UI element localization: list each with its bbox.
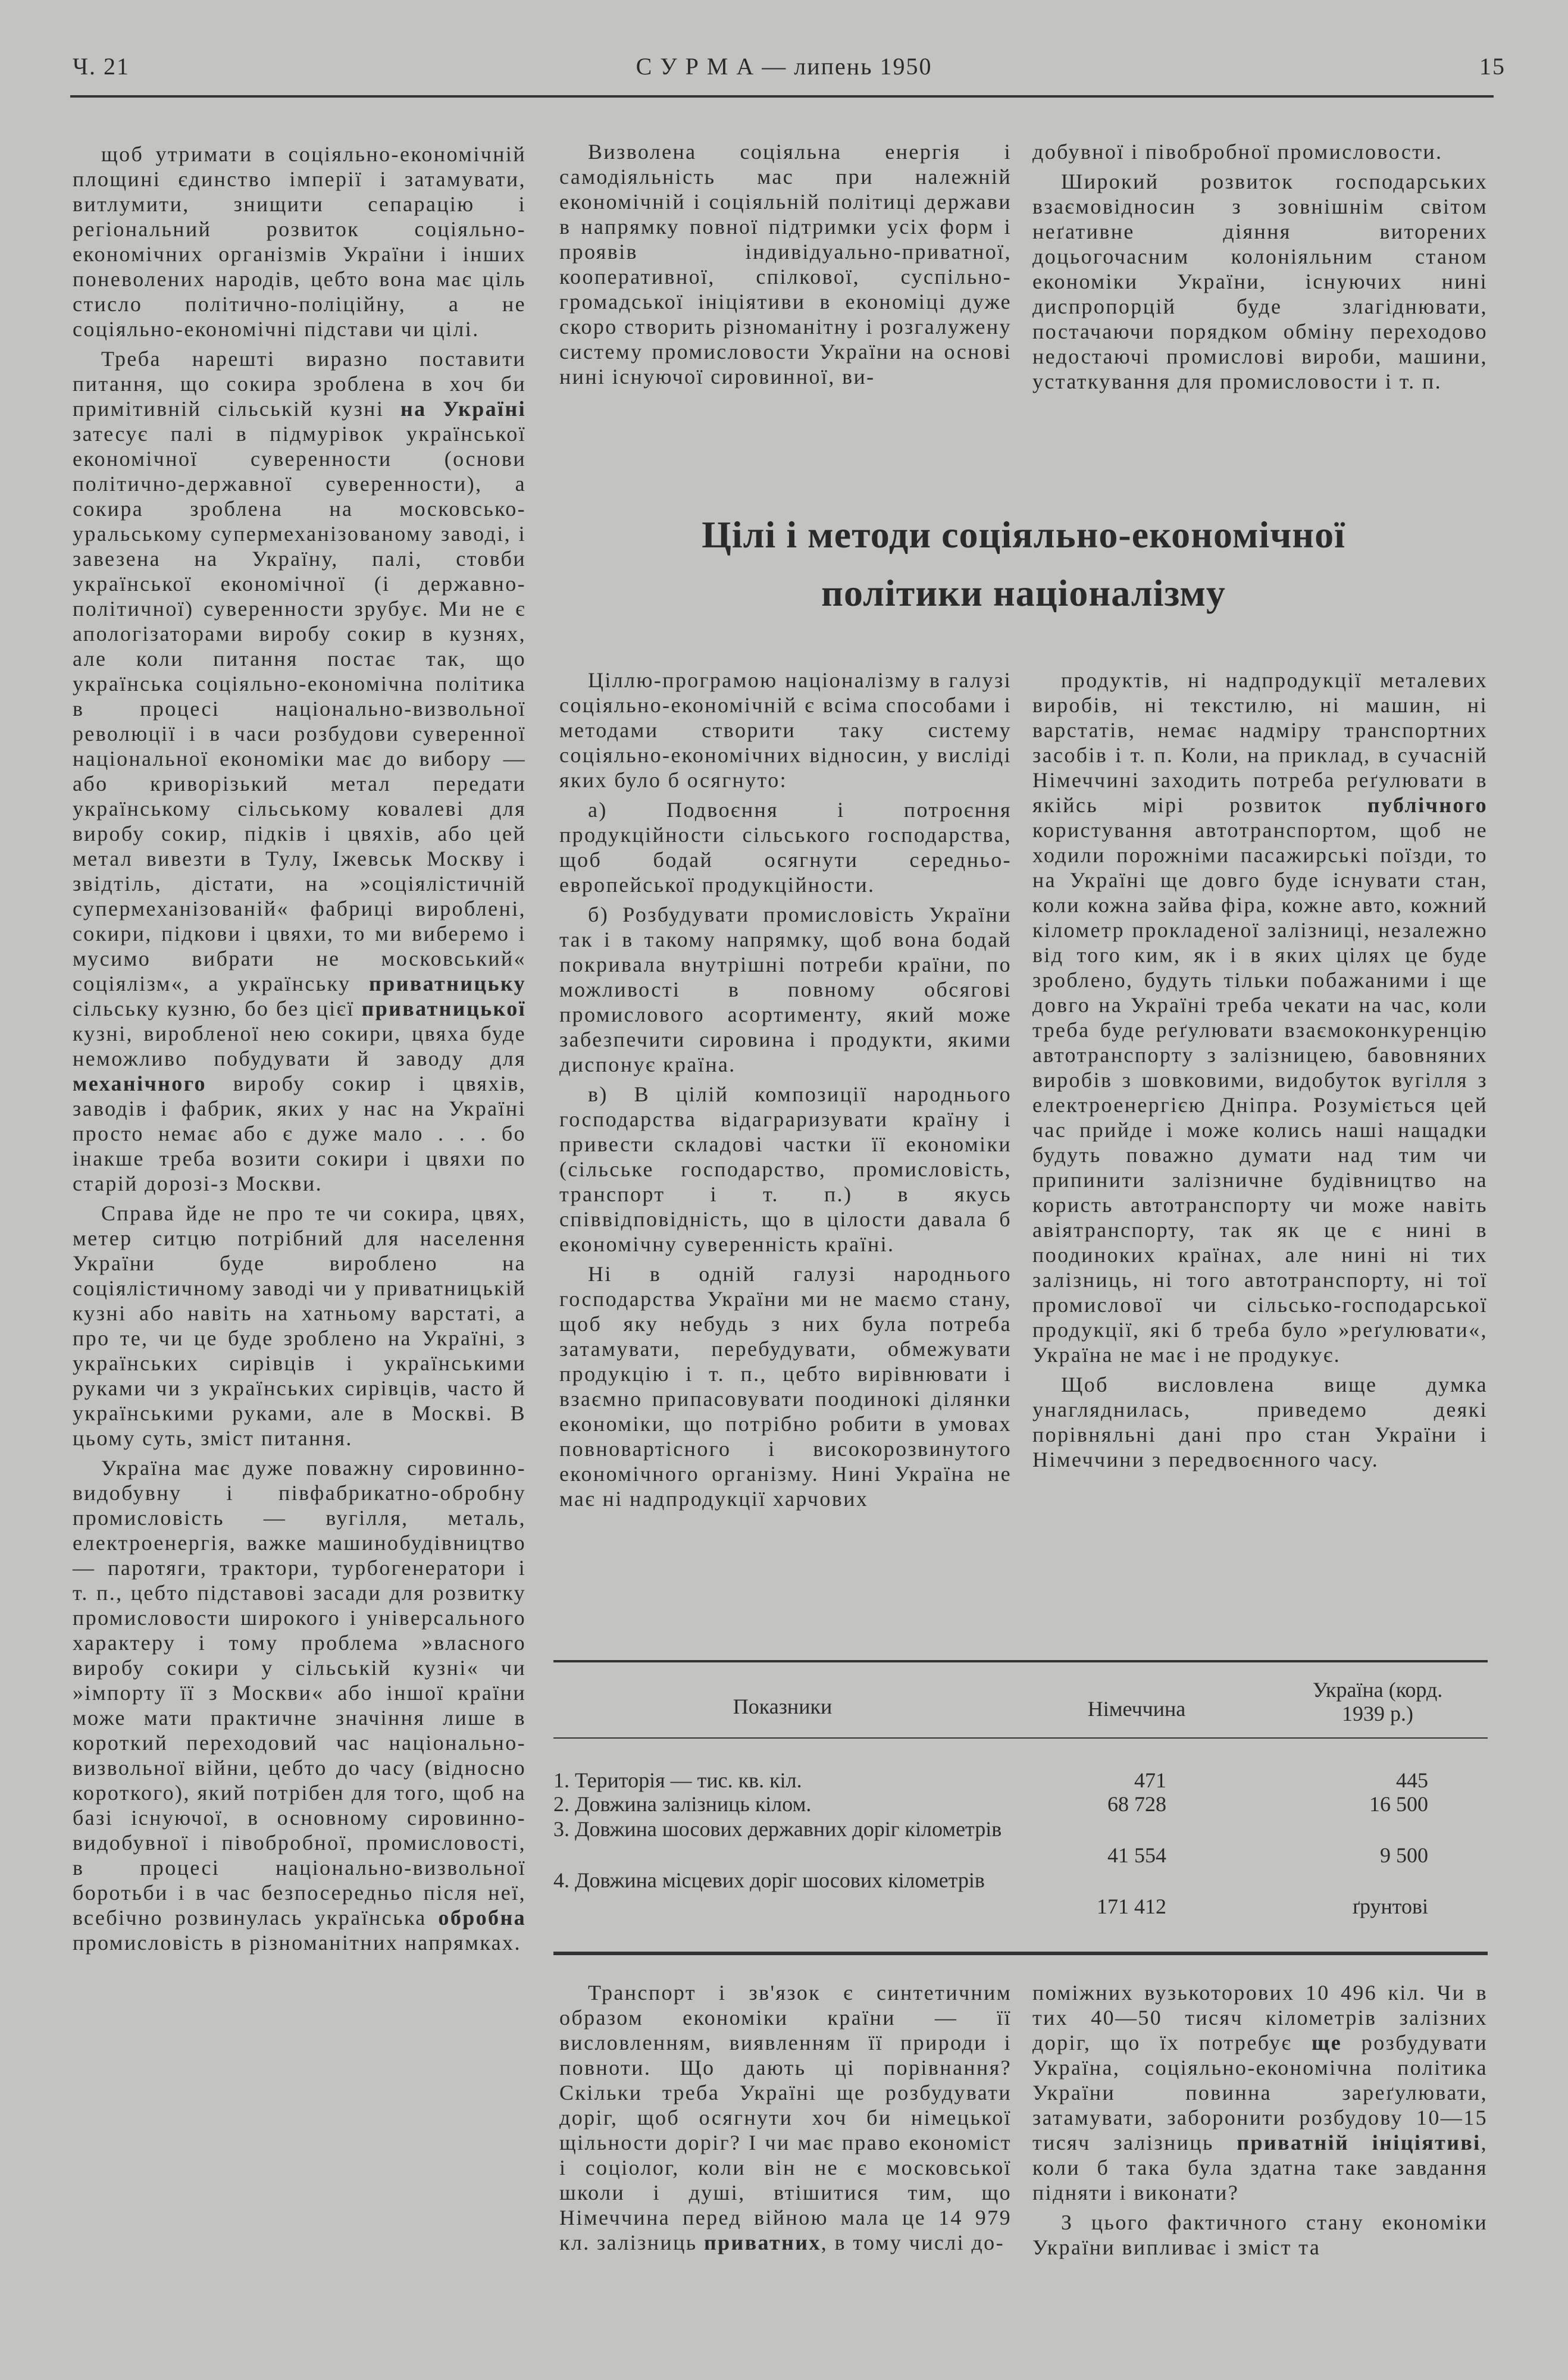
article-title (559, 506, 1488, 622)
row-germany-value: 471 (1134, 1768, 1166, 1792)
table-row (553, 1868, 1488, 1918)
text-run: Транспорт і зв'язок є синтетичним образом економіки країни — її висловленням, виявленням її природи і повноти. Що дають ці порівнання? Скільки треба Україні ще розбудувати доріг, щоб осягнути хоч би німецької щільности доріг? І чи має право економіст і соціолог, коли він не є московської школи і душі, втішитися тим, що Німеччина перед війною мала це 14 979 кл. залізниць (559, 1981, 1012, 2254)
article-title-line-1: Цілі і методи соціяльно-економічної (702, 513, 1345, 556)
emphasized-text: публічного (1367, 793, 1488, 817)
text-run: виробу сокир і цвяхів, заводів і фабрик, яких у нас на Україні просто немає або є дуже мало . . . бо інакше треба возити сокири і цвяхи по старій дорозі-з Москви. (73, 1072, 526, 1195)
row-germany-value: 68 728 (1107, 1792, 1166, 1816)
table-top-rule (553, 1660, 1488, 1662)
text-run: , в тому числі до- (821, 2231, 1004, 2254)
text-run: користування автотранспортом, щоб не ходили порожніми пасажирські поїзди, то на Україні ще довго буде існувати стан, коли кожна зайва фіра, кожне авто, кожний кілометр прокладеної залізниці, незалежно від того ким, як і в яких цілях це буде зроблено, будуть тільки побажаними і ще довго на Україні треба чекати на час, коли треба буде реґулювати взаємоконкуренцію автотранспорту з залізницею, бавовняних виробів з шовковими, видобуток вугілля з електроенергією Дніпра. Розуміється цей час прийде і може колись наші нащадки будуть поважно думати над тим чи припинити залізничне будівництво на користь автотранспорту чи може навіть авіятранспорту, так як це є нині в поодиноких країнах, але нині ні тих залізниць, ні того автотранспорту, ні тої промислової чи сільсько-господарської продукції, які б треба було »реґулювати«, Україна не має і не продукує. (1032, 818, 1488, 1367)
paragraph (559, 1980, 1012, 2255)
text-run: Широкий розвиток господарських взаємовідносин з зовнішнім світом неґативне діяння виторених доцьогочасним колоніяльним станом економіки України, існуючих нині диспропорцій буде злагіднювати, постачаючи порядком обміну переходово недостаючі промислові вироби, машини, устаткування для промисловости і т. п. (1032, 170, 1488, 393)
text-run: Щоб висловлена вище думка унагляднилась, приведемо деякі порівняльні дані про стан України і Німеччини з передвоєнного часу. (1032, 1373, 1488, 1471)
emphasized-text: приватницької (361, 997, 526, 1020)
emphasized-text: на Україні (400, 397, 526, 421)
text-run: Україна має дуже поважну сировинно-видобувну і півфабрикатно-обробну промисловість — вугілля, металь, електроенергія, важке машинобудівництво — паротяги, трактори, турбогенератори і т. п., цебто підставові засади для розвитку промисловости широкого і універсального характеру і тому проблема »власного виробу сокири у сільській кузні« чи »імпорту її з Москви« або іншої країни може мати практичне значіння лише в короткий переходовий час національно-визвольної війни, цебто до часу (відносно короткого), який потрібен для того, щоб на базі існуючої, в основному сировинно-видобувної і півобробної, промисловості, в процесі національно-визвольної боротьби і в час безпосередньо після неї, всебічно розвинулась українська (73, 1456, 526, 1930)
column-3-top (1032, 139, 1488, 394)
column-2-bottom (559, 1980, 1012, 2255)
comparison-table (553, 1660, 1488, 1958)
page-section-label: Ч. 21 (73, 53, 130, 80)
paragraph (73, 1455, 526, 1955)
page-number: 15 (1479, 53, 1506, 80)
column-1 (73, 142, 526, 1955)
column-3-middle (1032, 668, 1488, 1472)
paragraph (559, 797, 1012, 897)
emphasized-text: приватницьку (369, 972, 526, 995)
text-run: продуктів, ні надпродукції металевих виробів, ні текстилю, ні машин, ні варстатів, немає надміру транспортних засобів і т. п. Коли, на приклад, в сучасній Німеччині заходить потреба реґулювати в якійсь мірі розвиток (1032, 668, 1488, 817)
text-run: Визволена соціяльна енергія і самодіяльність мас при належній економічній і соціяльній політиці держави в напрямку повної підтримки усіх форм і проявів індивідуально-приватної, кооперативної, спілкової, суспільно-громадської ініціятиви в економіці дуже скоро створить різноманітну і розгалужену систему промисловости України на основі нині існуючої сировинної, ви- (559, 140, 1012, 389)
text-run: кузні, виробленої нею сокири, цвяха буде неможливо побудувати й заводу для (73, 1022, 526, 1070)
row-germany-value: 171 412 (1097, 1894, 1166, 1918)
paragraph (73, 142, 526, 342)
text-run: добувної і півобробної промисловости. (1032, 140, 1443, 164)
paragraph (559, 1082, 1012, 1257)
paragraph (1032, 668, 1488, 1367)
text-run: З цього фактичного стану економіки України випливає і зміст та (1032, 2210, 1488, 2259)
paragraph (1032, 2210, 1488, 2260)
emphasized-text: обробна (438, 1906, 526, 1930)
paragraph (1032, 139, 1488, 164)
row-germany-value: 41 554 (1107, 1843, 1166, 1867)
row-label: 2. Довжина залізниць кілом. (553, 1792, 812, 1816)
paragraph (73, 1201, 526, 1451)
paragraph (559, 668, 1012, 793)
table-header-rule (553, 1737, 1488, 1739)
row-ukraine-value: 445 (1396, 1768, 1428, 1792)
journal-title: С У Р М А — липень 1950 (636, 53, 932, 80)
emphasized-text: механічного (73, 1072, 206, 1095)
row-ukraine-value: 9 500 (1380, 1843, 1428, 1867)
text-run: затесує палі в підмурівок української економічної суверенности (основи політично-державної суверенности), а сокира зроблена на московсько-уральському супермеханізованому заводі, і завезена на Україну, палі, стовби української економічної (і державно-політичної) суверенности зрубує. Ми не є апологізаторами виробу сокир в кузнях, але коли питання постає так, що українська соціяльно-економічна політика в процесі національно-визвольної революції і в часи розбудови суверенної національної економіки має до вибору — або криворізький метал передати українському сільському ковалеві для виробу сокир, підків і цвяхів, або цей метал вивезти в Тулу, Іжевськ Москву і звідтіль, дістати, на »соціялістичній супермеханізованій« фабриці вироблені, сокири, підкови і цвяхи, то ми виберемо і мусимо вибрати не московський« соціялізм«, а українську (73, 422, 526, 995)
column-2-top (559, 139, 1012, 389)
text-run: , коли б така була здатна таке завдання підняти і виконати? (1032, 2131, 1488, 2204)
text-run: а) Подвоєння і потроєння продукційности сільського господарства, щоб бодай осягнути середньо-европейської продукційности. (559, 798, 1012, 897)
text-run: Справа йде не про те чи сокира, цвях, метер ситцю потрібний для населення України буде вироблено на соціялістичному заводі чи у приватницькій кузні або навіть на хатньому варстаті, а про те, чи це буде зроблено на Україні, з українських сирівців і українськими руками чи з українських сирівців, часто й українськими руками, але в Москві. В цьому суть, зміст питання. (73, 1201, 526, 1450)
row-label: 4. Довжина місцевих доріг шосових кілометрів (553, 1868, 985, 1892)
text-run: Треба нарешті виразно поставити питання, що сокира зроблена в хоч би примітивній сільській кузні (73, 347, 526, 421)
header-rule (70, 95, 1494, 98)
table-header-germany: Німеччина (1087, 1697, 1186, 1721)
text-run: Ціллю-програмою націоналізму в галузі соціяльно-економічній є всіма способами і методами створити таку систему соціяльно-економічних відносин, у висліді яких було б осягнуто: (559, 668, 1012, 792)
text-run: б) Розбудувати промисловість України так і в такому напрямку, щоб вона бодай покривала внутрішні потреби країни, по можливості в повному обсягові промислового асортименту, який може забезпечити сировина і продукти, якими диспонує країна. (559, 903, 1012, 1076)
column-3-bottom (1032, 1980, 1488, 2260)
text-run: поміжних вузькоторових 10 496 кіл. Чи в тих 40—50 тисяч кілометрів залізних доріг, що їх потребує (1032, 1981, 1488, 2055)
table-header-indicators: Показники (733, 1695, 832, 1718)
text-run: промисловість в різноманітних напрямках. (73, 1931, 521, 1955)
text-run: Ні в одній галузі народнього господарства України ми не маємо стану, щоб яку небудь з них була потреба затамувати, перебудувати, обмежувати продукцію і т. п., цебто вирівнювати і взаємно припасовувати поодинокі ділянки економіки, що потрібно робити в умовах повновартісного і високорозвинутого економічного організму. Нині Україна не має ні надпродукції харчових (559, 1262, 1012, 1511)
paragraph (559, 139, 1012, 389)
table-header-ukraine: Україна (корд. 1939 р.) (1312, 1678, 1443, 1726)
emphasized-text: приватній ініціятиві (1237, 2131, 1481, 2154)
table-row (553, 1817, 1488, 1867)
paragraph (73, 346, 526, 1196)
text-run: розбудувати Україна, соціяльно-економічна політика України повинна зареґулювати, затамувати, заборонити розбудову 10—15 тисяч залізниць (1032, 2031, 1488, 2154)
paragraph (1032, 1372, 1488, 1472)
paragraph (559, 902, 1012, 1077)
emphasized-text: приватних (703, 2231, 821, 2254)
paragraph (1032, 1980, 1488, 2205)
row-label: 3. Довжина шосових державних доріг кілометрів (553, 1817, 1002, 1841)
article-title-line-2: політики націоналізму (821, 572, 1226, 614)
paragraph (1032, 169, 1488, 394)
table-bottom-rule (553, 1952, 1488, 1955)
row-ukraine-value: ґрунтові (1352, 1894, 1428, 1918)
row-ukraine-value: 16 500 (1369, 1792, 1428, 1816)
text-run: щоб утримати в соціяльно-економічній площині єдинство імперії і затамувати, витлумити, знищити сепарацію і регіональний розвиток соціяльно-економічних організмів України і інших поневолених народів, цебто вона має ціль стисло політично-поліційну, а не соціяльно-економічні підстави чи цілі. (73, 142, 526, 341)
table-row (553, 1768, 1488, 1792)
paragraph (559, 1261, 1012, 1511)
column-2-middle (559, 668, 1012, 1511)
text-run: сільську кузню, бо без цієї (73, 997, 362, 1020)
row-label: 1. Територія — тис. кв. кіл. (553, 1768, 802, 1792)
table-row (553, 1792, 1488, 1816)
emphasized-text: ще (1311, 2031, 1342, 2055)
text-run: в) В цілій композиції народнього господарства відаграризувати країну і привести складові частки її економіки (сільське господарство, промисловість, транспорт і т. п.) в якусь співвідповідність, що в цілости давала б економічну суверенність країні. (559, 1082, 1012, 1256)
